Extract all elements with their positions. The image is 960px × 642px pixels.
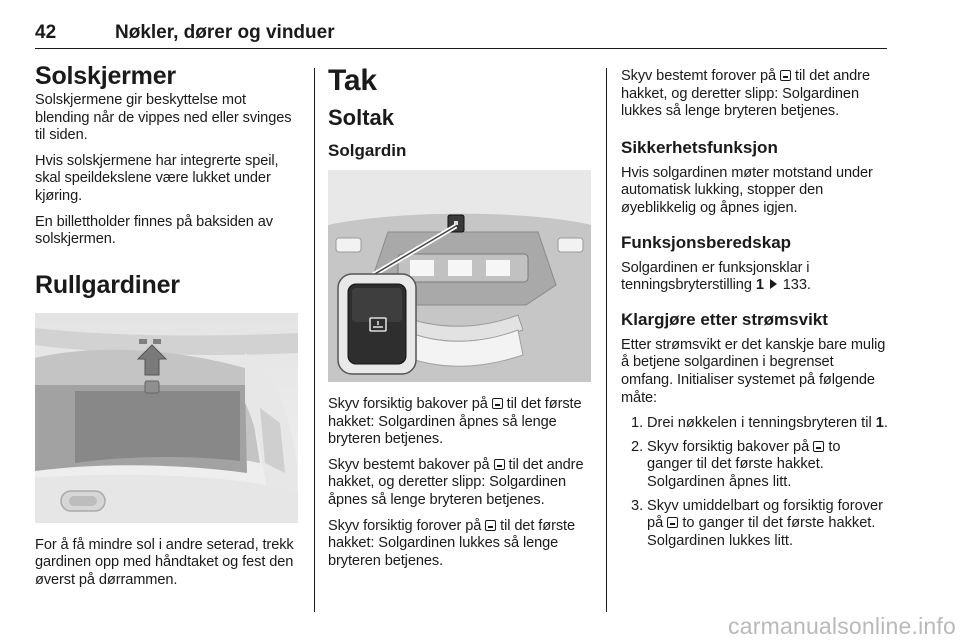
sunblind-switch-icon <box>485 520 496 531</box>
sunblind-switch-icon <box>494 459 505 470</box>
page-reference: 133. <box>782 277 811 294</box>
column-3 <box>621 60 889 556</box>
paragraph <box>328 457 592 510</box>
paragraph: Hvis solgardinen møter motstand under automatisk lukking, stopper den øyeblikkelig og åpnes igjen. <box>621 164 873 216</box>
section-heading-rullgardiner: Rullgardiner <box>35 270 180 299</box>
page-number: 42 <box>35 22 57 43</box>
section-heading-solgardin: Solgardin <box>328 141 407 160</box>
list-number: 2. <box>631 438 644 455</box>
section-heading-klargjore: Klargjøre etter strømsvikt <box>621 309 828 329</box>
text: Skyv bestemt bakover på <box>328 456 490 473</box>
section-heading-funksjonsberedskap: Funksjonsberedskap <box>621 232 792 252</box>
paragraph: Etter strømsvikt er det kanskje bare mulig å betjene solgardinen i begrenset omfang. Initialiser systemet på følgende måte: <box>621 336 886 406</box>
section-heading-soltak: Soltak <box>328 105 395 130</box>
list-item <box>621 439 889 492</box>
ignition-position: 1 <box>755 277 764 294</box>
sunblind-switch-icon <box>780 70 791 81</box>
text: til det første hakket: Solgardinen åpnes så lenge bryteren betjenes. <box>328 396 582 448</box>
sunblind-switch-icon <box>813 441 824 452</box>
column-1 <box>35 60 303 598</box>
rullgardin-illustration <box>35 313 298 523</box>
ignition-position: 1 <box>875 415 884 432</box>
text: Solgardinen er funksjonsklar i tenningsbryterstilling <box>621 259 810 294</box>
text: Skyv bestemt forover på <box>621 68 777 84</box>
page-header <box>35 10 887 49</box>
text: til det første hakket: Solgardinen lukkes så lenge bryteren betjenes. <box>328 517 576 569</box>
solgardin-switch-illustration <box>328 170 591 382</box>
text: . <box>883 415 888 432</box>
text: Skyv umiddelbart og forsiktig forover på <box>647 497 884 532</box>
chapter-title: Nøkler, dører og vinduer <box>115 22 335 43</box>
column-divider <box>314 68 315 612</box>
paragraph: Solskjermene gir beskyttelse mot blending når de vippes ned eller svinges til siden. <box>35 92 292 144</box>
section-heading-tak: Tak <box>328 64 377 97</box>
paragraph <box>621 260 889 295</box>
list-number: 3. <box>631 497 644 514</box>
paragraph <box>328 518 592 571</box>
column-divider <box>606 68 607 612</box>
sunblind-switch-icon <box>667 517 678 528</box>
list-item <box>621 415 889 433</box>
watermark: carmanualsonline.info <box>728 613 956 639</box>
paragraph <box>621 68 889 121</box>
text: Skyv forsiktig forover på <box>328 517 482 534</box>
list-item <box>621 498 889 551</box>
text: Skyv forsiktig bakover på <box>328 396 488 412</box>
paragraph: En billettholder finnes på baksiden av solskjermen. <box>35 213 273 248</box>
page-reference-icon <box>770 279 777 289</box>
section-heading-sikkerhetsfunksjon: Sikkerhetsfunksjon <box>621 137 778 157</box>
column-2 <box>328 60 592 578</box>
sunblind-switch-icon <box>492 398 503 409</box>
text: Drei nøkkelen i tenningsbryteren til <box>647 415 872 432</box>
paragraph <box>328 396 592 449</box>
text: til det andre hakket, og deretter slipp: Solgardinen åpnes så lenge bryteren betjenes. <box>328 456 584 508</box>
text: to ganger til det første hakket. Solgardinen lukkes litt. <box>647 515 876 549</box>
text: til det andre hakket, og deretter slipp: Solgardinen lukkes så lenge bryteren betjenes. <box>621 68 870 120</box>
section-heading-solskjermer: Solskjermer <box>35 62 176 90</box>
text: to ganger til det første hakket. Solgardinen åpnes litt. <box>647 438 841 490</box>
text: Skyv forsiktig bakover på <box>647 438 810 455</box>
paragraph: Hvis solskjermene har integrerte speil, skal speildekslene være lukket under kjøring. <box>35 152 279 204</box>
list-number: 1. <box>631 415 644 432</box>
caption-paragraph: For å få mindre sol i andre seterad, trekk gardinen opp med håndtaket og fest den øverst på dørrammen. <box>35 536 294 588</box>
